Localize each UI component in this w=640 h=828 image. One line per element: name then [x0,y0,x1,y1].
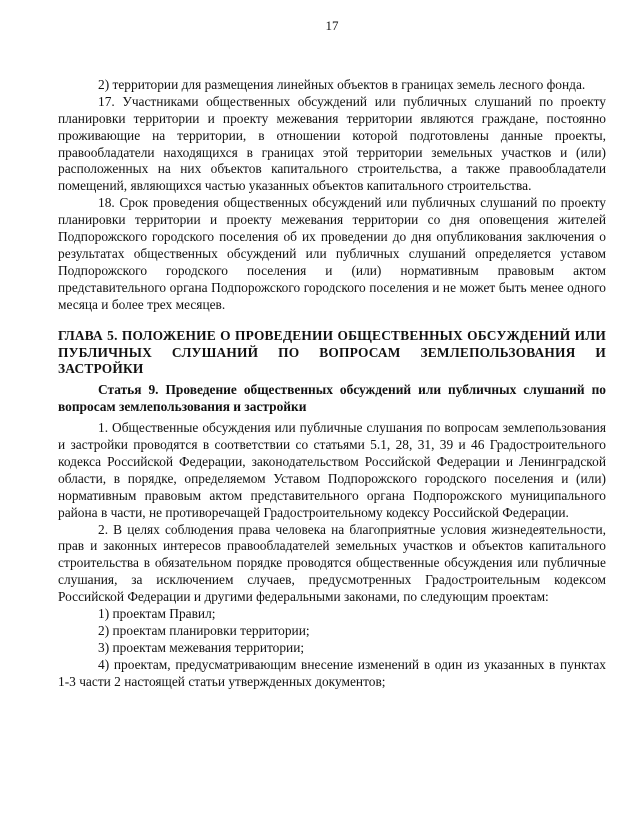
paragraph-item-2-forest: 2) территории для размещения линейных объектов в границах земель лесного фонда. [98,76,586,92]
list-item: 3) проектам межевания территории; [98,639,305,655]
article-heading: Статья 9. Проведение общественных обсуждений или публичных слушаний по вопросам землепользования и застройки [58,382,606,415]
paragraph-17-participants: 17. Участниками общественных обсуждений или публичных слушаний по проекту планировки территории и проекту межевания территории являются граждане, постоянно проживающие на территории, в отношении которой подготовлены данные проекты, правообладатели находящихся в границах этой территории земельных участков и (или) расположенных на них объектов капитального строительства, а также правообладатели помещений, являющихся частью указанных объектов капитального строительства. [58,93,606,194]
list-item: 1) проектам Правил; [98,606,216,622]
article-paragraph-1: 1. Общественные обсуждения или публичные слушания по вопросам землепользования и застройки проводятся в соответствии со статьями 5.1, 28, 31, 39 и 46 Градостроительного кодекса Российской Федерации, законодательством Российской Федерации и Ленинградской области, в порядке, определяемом Уставом Подпорожского городского поселения и (или) нормативным правовым актом представительного органа Подпорожского муниципального района в части, не противоречащей Градостроительному кодексу Российской Федерации. [58,420,606,520]
article-paragraph-2: 2. В целях соблюдения права человека на благоприятные условия жизнедеятельности, прав и законных интересов правообладателей земельных участков и объектов капитального строительства в обязательном порядке проводятся общественные обсуждения или публичные слушания, за исключением случаев, предусмотренных Градостроительным кодексом Российской Федерации и другими федеральными законами, по следующим проектам: [58,521,606,605]
paragraph-18-term: 18. Срок проведения общественных обсуждений или публичных слушаний по проекту планировки территории и проекту межевания территории со дня оповещения жителей Подпорожского городского поселения об их проведении до дня опубликования заключения о результатах общественных обсуждений или публичных слушаний определяется уставом Подпорожского городского поселения и (или) нормативным правовым актом представительного органа Подпорожского городского поселения и не может быть менее одного месяца и более трех месяцев. [58,195,606,312]
chapter-heading: ГЛАВА 5. ПОЛОЖЕНИЕ О ПРОВЕДЕНИИ ОБЩЕСТВЕННЫХ ОБСУЖДЕНИЙ ИЛИ ПУБЛИЧНЫХ СЛУШАНИЙ ПО ВОПРОСАМ ЗЕМЛЕПОЛЬЗОВАНИЯ И ЗАСТРОЙКИ [58,327,606,377]
list-item: 2) проектам планировки территории; [98,623,310,638]
page-number: 17 [325,18,339,33]
list-item: 4) проектам, предусматривающим внесение изменений в один из указанных в пунктах 1-3 части 2 настоящей статьи утвержденных документов; [58,656,606,689]
